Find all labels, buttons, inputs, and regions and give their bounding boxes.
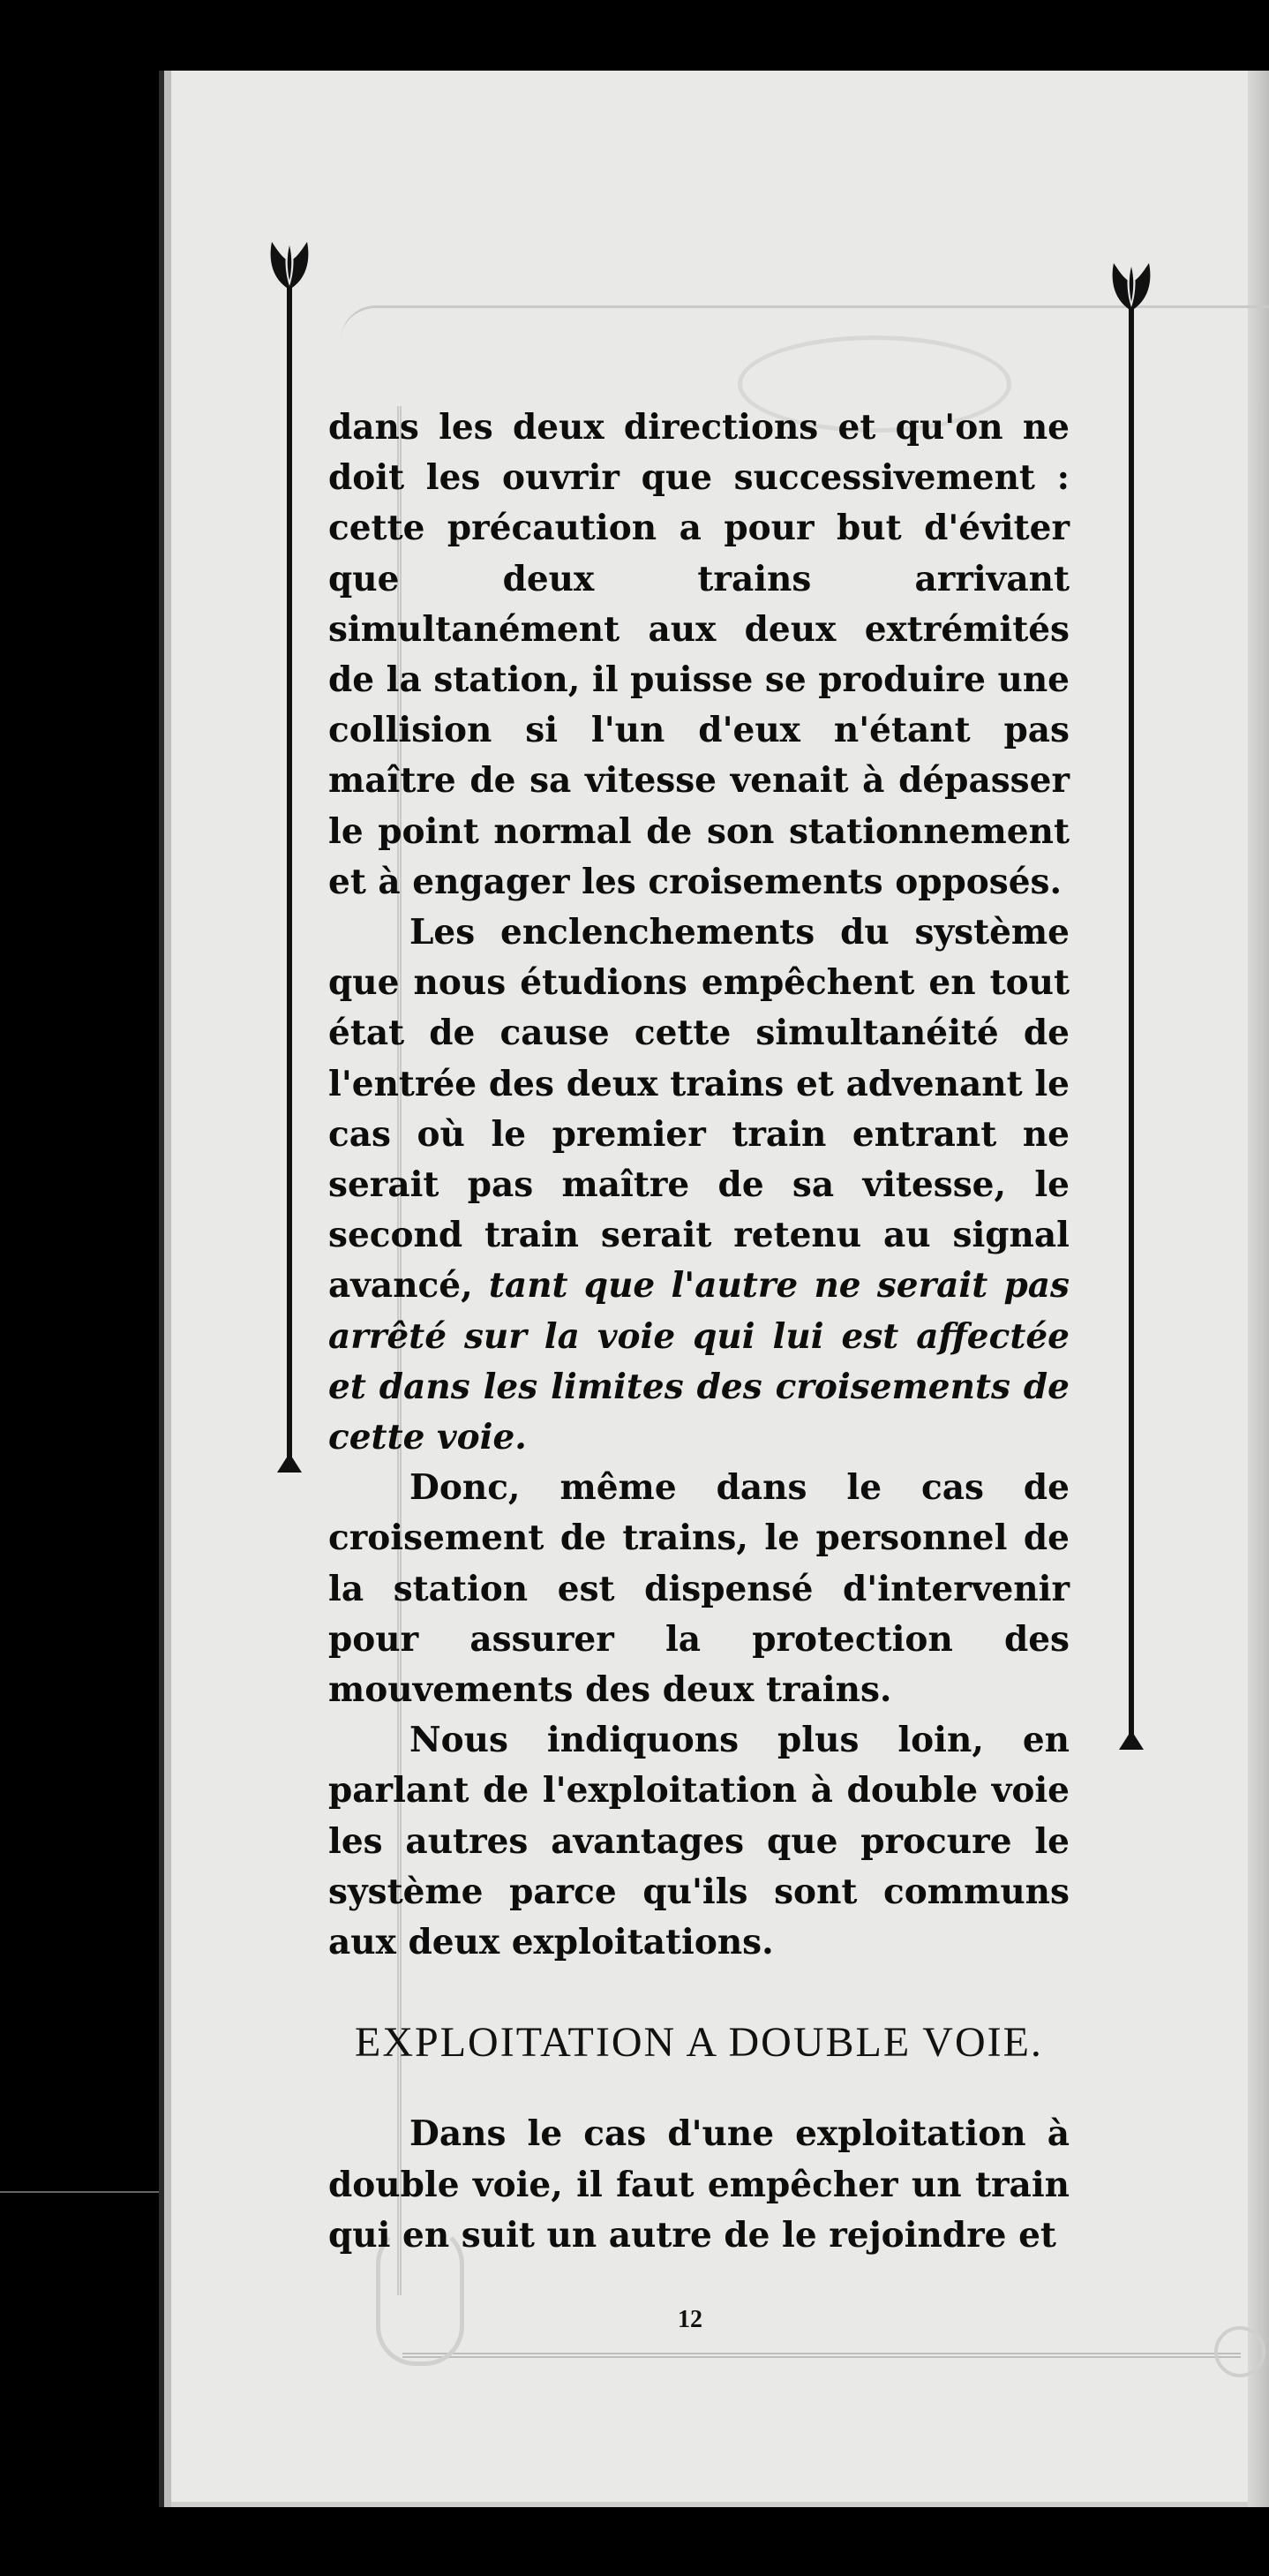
scan-artifact-line [0,2191,159,2193]
tulip-ornament-icon [263,235,316,314]
paragraph-2-italic: tant que l'autre ne serait pas arrêté sur la voie qui lui est affectée et dans les limites des croisements de cette voie. [328,1265,1070,1458]
paragraph-2 [328,908,1070,1463]
paragraph-4: Nous indiquons plus loin, en parlant de l'exploitation à double voie les autres avantages que procure le système parce qu'ils sont communs aux deux exploitations. [328,1720,1070,1963]
ornament-rod-left [287,313,292,1460]
paragraph-5: Dans le cas d'une exploitation à double voie, il faut empêcher un train qui en suit un autre de le rejoindre et [328,2113,1070,2256]
section-heading: EXPLOITATION A DOUBLE VOIE. [355,2019,1043,2067]
page-number: 12 [678,2306,702,2333]
paragraph-3: Donc, même dans le cas de croisement de trains, le personnel de la station est dispensé d'intervenir pour assurer la protection des mouvements des deux trains. [328,1467,1070,1711]
arrowhead-icon [277,1453,302,1473]
body-text [328,403,1070,2261]
ornamental-frame-right [1258,406,1263,2331]
paragraph-1: dans les deux directions et qu'on ne doit les ouvrir que successivement : cette précaution a pour but d'éviter que deux trains arrivant simultanément aux deux extrémités de la station, il puisse se produire une collision si l'un d'eux n'étant pas maître de sa vitesse venait à dépasser le point normal de son stationnement et à engager les croisements opposés. [328,407,1070,902]
ornament-rod-right [1129,334,1134,1737]
arrowhead-icon [1119,1730,1144,1750]
ornamental-scroll-bottom-right [1214,2326,1265,2377]
paragraph-2-text: Les enclenchements du système que nous étudions empêchent en tout état de cause cette simultanéité de l'entrée des deux trains et advenant le cas où le premier train entrant ne serait pas maître de sa vitesse, le second train serait retenu au signal avancé, [328,912,1070,1307]
ornamental-frame-bottom [402,2353,1241,2358]
tulip-ornament-icon [1105,256,1158,335]
